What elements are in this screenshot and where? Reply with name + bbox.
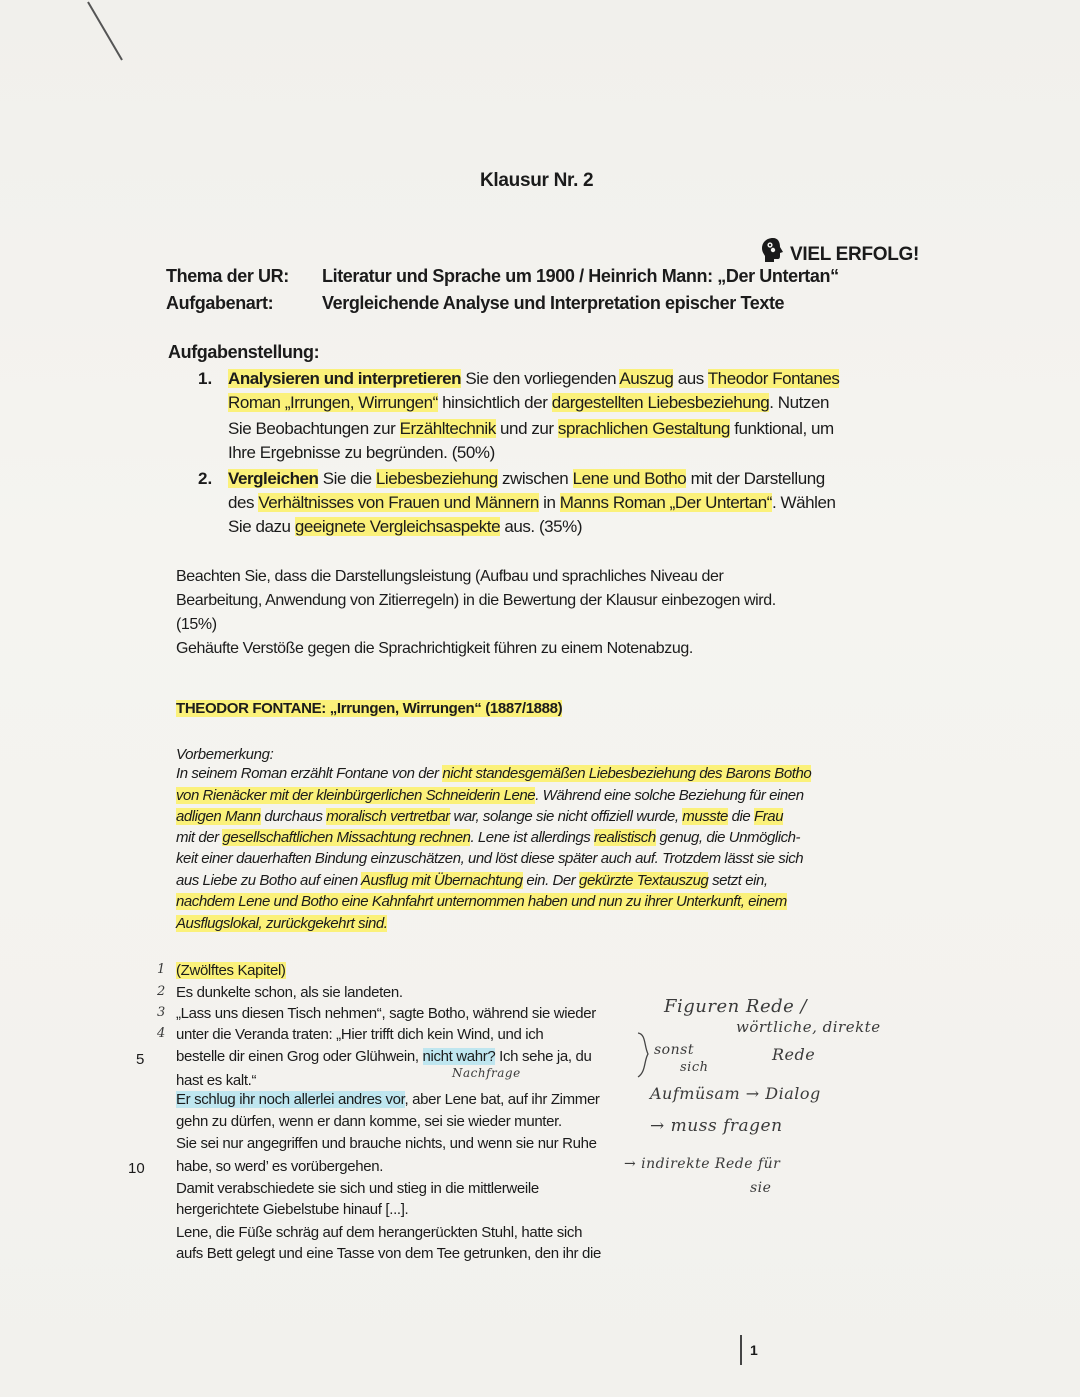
preface-line-6: aus Liebe zu Botho auf einen Ausflug mit Übernachtung ein. Der gekürzte Textauszug setzt ein,: [176, 872, 768, 889]
preface-line-3: adligen Mann durchaus moralisch vertretbar war, solange sie nicht offiziell wurde, musste die Frau: [176, 808, 784, 825]
excerpt-line-7: gehn zu dürfen, wenn er dann komme, sei sie wieder munter.: [176, 1113, 562, 1130]
preface-label: Vorbemerkung:: [176, 746, 274, 763]
hand-note-follow-up: Nachfrage: [452, 1066, 521, 1080]
excerpt-line-12: Lene, die Füße schräg auf dem herangerückten Stuhl, hatte sich: [176, 1224, 583, 1241]
page-number-bar: [740, 1335, 742, 1365]
excerpt-chapter: (Zwölftes Kapitel): [176, 962, 286, 979]
preface-line-2: von Rienäcker mit der kleinbürgerlichen Schneiderin Lene. Während eine solche Beziehung für einen: [176, 787, 804, 804]
hand-line-number-1: 1: [157, 962, 166, 977]
preface-line-7: nachdem Lene und Botho eine Kahnfahrt unternommen haben und nun zu ihrer Unterkunft, einem: [176, 893, 787, 910]
hand-note-speech: Rede: [772, 1045, 816, 1064]
task-type-label: Aufgabenart:: [166, 293, 274, 313]
excerpt-line-6: Er schlug ihr noch allerlei andres vor, aber Lene bat, auf ihr Zimmer: [176, 1091, 600, 1108]
task-2-line-1: Vergleichen Sie die Liebesbeziehung zwischen Lene und Botho mit der Darstellung: [228, 469, 825, 488]
excerpt-line-9: habe, so werd’ es vorübergehen.: [176, 1158, 384, 1175]
tasks-heading: Aufgabenstellung:: [168, 342, 320, 362]
task-type-value: Vergleichende Analyse und Interpretation epischer Texte: [322, 293, 785, 313]
hand-line-number-3: 3: [157, 1005, 166, 1020]
excerpt-line-4: bestelle dir einen Grog oder Glühwein, nicht wahr? Ich sehe ja, du: [176, 1048, 592, 1065]
hand-note-otherwise: sonst: [654, 1042, 694, 1058]
task-1-number: 1.: [198, 369, 213, 388]
hand-note-attentive-dialog: Aufmüsam → Dialog: [650, 1084, 821, 1103]
theme-value: Literatur und Sprache um 1900 / Heinrich Mann: „Der Untertan“: [322, 266, 839, 286]
theme-label: Thema der UR:: [166, 266, 289, 286]
good-luck-text: VIEL ERFOLG!: [790, 244, 920, 265]
excerpt-line-3: unter die Veranda traten: „Hier trifft dich kein Wind, und ich: [176, 1026, 544, 1043]
hand-note-direct-speech: wörtliche, direkte: [736, 1018, 881, 1036]
exam-title: Klausur Nr. 2: [480, 170, 594, 191]
line-number-5: 5: [136, 1051, 145, 1068]
excerpt-line-11: hergerichtete Giebelstube hinauf [...].: [176, 1201, 409, 1218]
note-line-3: (15%): [176, 616, 217, 633]
preface-line-4: mit der gesellschaftlichen Missachtung rechnen. Lene ist allerdings realistisch genug, die Unmöglich-: [176, 829, 801, 846]
hand-brace-mark: [630, 1030, 660, 1080]
excerpt-line-1: Es dunkelte schon, als sie landeten.: [176, 984, 403, 1001]
task-1-line-3: Sie Beobachtungen zur Erzähltechnik und zur sprachlichen Gestaltung funktional, um: [228, 419, 834, 438]
task-1-line-4: Ihre Ergebnisse zu begründen. (50%): [228, 443, 495, 462]
hand-note-must-ask: → muss fragen: [650, 1116, 783, 1136]
hand-note-figure-speech: Figuren Rede /: [664, 996, 808, 1017]
excerpt-line-5: hast es kalt.“: [176, 1072, 257, 1089]
task-2-line-3: Sie dazu geeignete Vergleichsaspekte aus. (35%): [228, 517, 583, 536]
task-2-number: 2.: [198, 469, 213, 488]
excerpt-line-13: aufs Bett gelegt und eine Tasse von dem Tee getrunken, den ihr die: [176, 1245, 601, 1262]
excerpt-line-8: Sie sei nur angegriffen und brauche nichts, und wenn sie nur Ruhe: [176, 1135, 597, 1152]
task-2-line-2: des Verhältnisses von Frauen und Männern in Manns Roman „Der Untertan“. Wählen: [228, 493, 836, 512]
preface-line-8: Ausflugslokal, zurückgekehrt sind.: [176, 915, 388, 932]
excerpt-line-10: Damit verabschiedete sie sich und stieg in die mittlerweile: [176, 1180, 539, 1197]
task-1-line-2: Roman „Irrungen, Wirrungen“ hinsichtlich der dargestellten Liebesbeziehung. Nutzen: [228, 393, 829, 412]
task-1-line-1: Analysieren und interpretieren Sie den vorliegenden Auszug aus Theodor Fontanes: [228, 369, 840, 388]
hand-note-her: sie: [750, 1180, 772, 1196]
line-number-10: 10: [128, 1160, 145, 1177]
hand-note-self: sich: [680, 1060, 709, 1075]
note-line-1: Beachten Sie, dass die Darstellungsleistung (Aufbau und sprachliches Niveau der: [176, 568, 724, 585]
preface-line-1: In seinem Roman erzählt Fontane von der nicht standesgemäßen Liebesbeziehung des Barons Botho: [176, 765, 812, 782]
preface-line-5: keit einer dauerhaften Bindung einzuschätzen, und löst diese später auch auf. Trotzdem lässt sie sich: [176, 850, 804, 867]
excerpt-line-2: „Lass uns diesen Tisch nehmen“, sagte Botho, während sie wieder: [176, 1005, 596, 1022]
hand-note-indirect-speech: → indirekte Rede für: [624, 1156, 781, 1172]
note-line-4: Gehäufte Verstöße gegen die Sprachrichtigkeit führen zu einem Notenabzug.: [176, 640, 693, 657]
head-icon: [760, 236, 786, 264]
good-luck-note: [760, 236, 919, 266]
paper-corner-mark: [86, 0, 126, 70]
source-heading: THEODOR FONTANE: „Irrungen, Wirrungen“ (1887/1888): [176, 700, 563, 717]
hand-line-number-4: 4: [157, 1026, 166, 1041]
note-line-2: Bearbeitung, Anwendung von Zitierregeln) in die Bewertung der Klausur einbezogen wird.: [176, 592, 776, 609]
hand-line-number-2: 2: [157, 984, 166, 999]
page-number: 1: [750, 1342, 758, 1358]
